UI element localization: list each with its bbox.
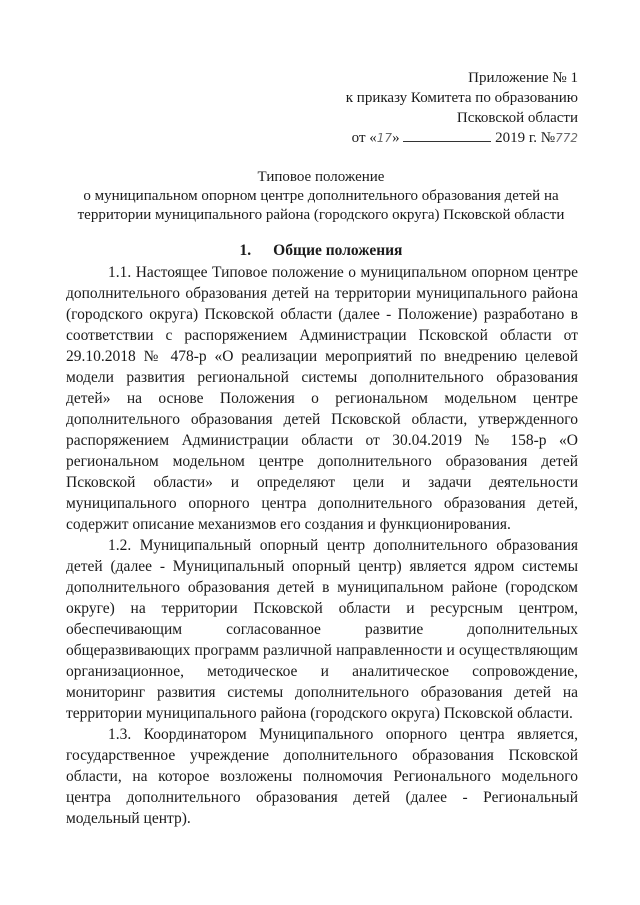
paragraph-1-2: 1.2. Муниципальный опорный центр дополнительного образования детей (далее - Муниципальный опорный центр) является ядром системы дополнительного образования детей в муниципальном районе (городском округе) на территории Псковской области и ресурсным центром, обеспечивающим согласованное развитие дополнительных общеразвивающих программ различной направленности и осуществляющим организационное, методическое и аналитическое сопровождение, мониторинг развития системы дополнительного образования детей на территории муниципального района (городского округа) Псковской области. [66, 537, 578, 722]
order-reference: к приказу Комитета по образованию [345, 90, 578, 106]
section-title: Общие положения [273, 242, 403, 259]
paragraph-1-1: 1.1. Настоящее Типовое положение о муниципальном опорном центре дополнительного образования детей на территории муниципального района (городского округа) Псковской области (далее - Положение) разработано в соответствии с распоряжением Администрации Псковской области от 29.10.2018 № 478-р «О реализации мероприятий по внедрению целевой модели развития региональной системы дополнительного образования детей» на основе Положения о региональном модельном центре дополнительного образования детей Псковской области, утвержденного распоряжением Администрации области от 30.04.2019 № 158-р «О региональном модельном центре дополнительного образования детей Псковской области» и определяют цели и задачи деятельности муниципального опорного центра дополнительного образования детей, содержит описание механизмов его создания и функционирования. [66, 264, 578, 533]
order-date-line [346, 128, 578, 148]
handwritten-day: 17 [376, 131, 393, 145]
section-number: 1. [239, 242, 252, 259]
title-line-2: о муниципальном опорном центре дополнительного образования детей на [83, 188, 559, 204]
document-title [66, 168, 576, 225]
appendix-label: Приложение № 1 [468, 70, 578, 86]
month-blank [403, 129, 491, 142]
approval-header [346, 68, 578, 148]
date-prefix: от « [351, 130, 377, 146]
date-mid: » [392, 130, 400, 146]
paragraph-1-3: 1.3. Координатором Муниципального опорного центра является, государственное учреждение дополнительного образования Псковской области, на которое возложены полномочия Регионального модельного центра дополнительного образования детей (далее - Региональный модельный центр). [66, 726, 578, 827]
document-body [66, 262, 578, 829]
order-region: Псковской области [456, 110, 578, 126]
handwritten-number: 772 [555, 131, 578, 145]
year-number-label: 2019 г. № [495, 130, 556, 146]
title-line-3: территории муниципального района (городского округа) Псковской области [77, 207, 565, 223]
title-line-1: Типовое положение [257, 169, 385, 185]
section-heading [66, 241, 576, 261]
